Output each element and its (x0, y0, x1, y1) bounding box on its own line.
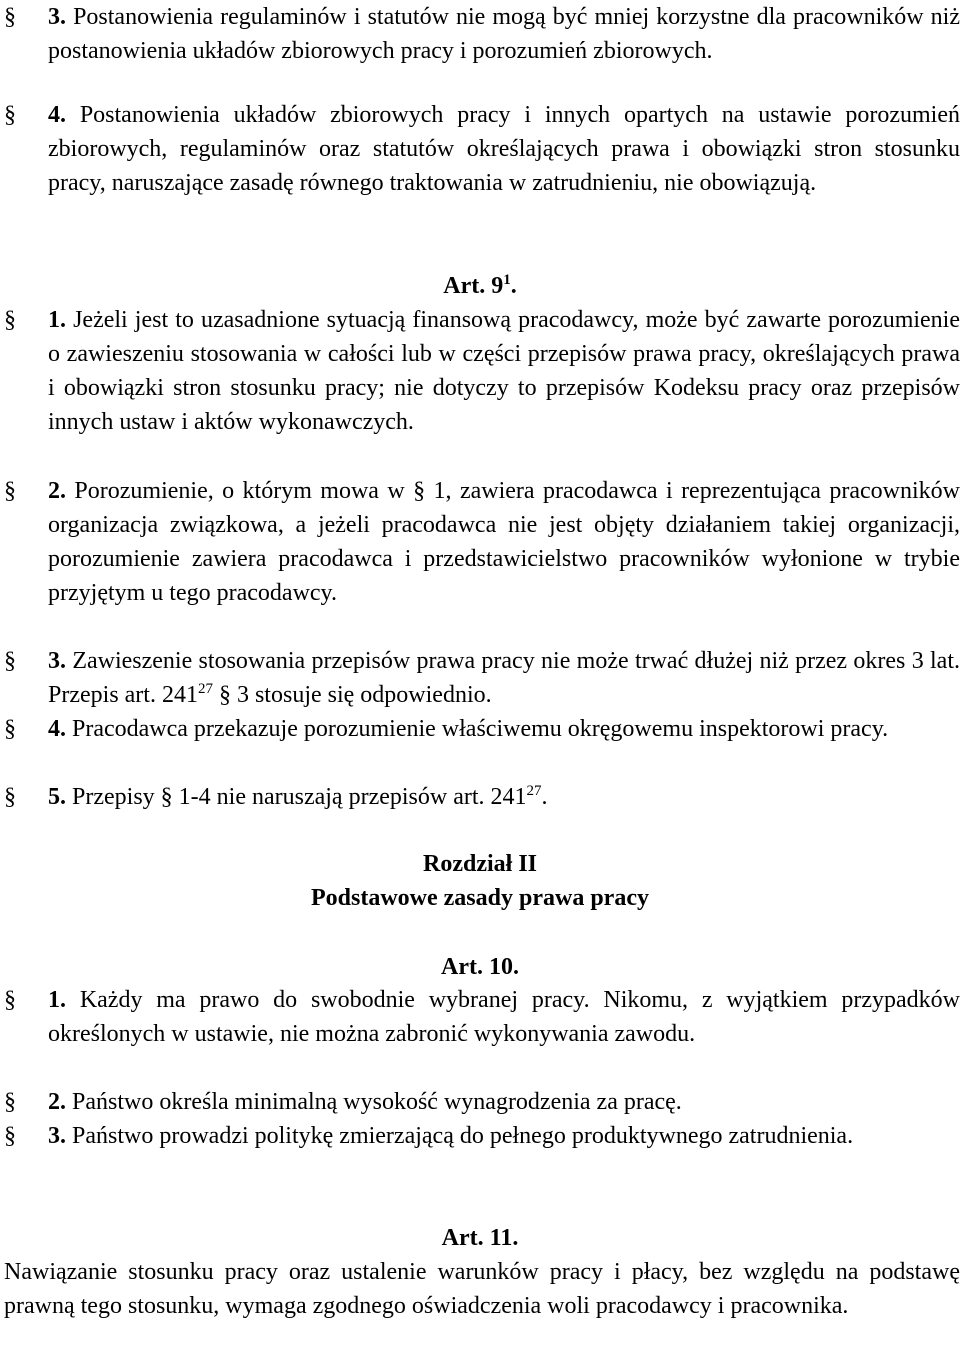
art9-1-paragraph-3 (0, 644, 960, 712)
paragraph-text: Porozumienie, o którym mowa w (74, 478, 405, 504)
paragraph-number: 5. (48, 784, 66, 810)
art9-1-paragraph-2 (0, 474, 960, 610)
chapter-subtitle: Podstawowe zasady prawa pracy (311, 885, 649, 911)
section-mark-inline: § (218, 682, 231, 708)
paragraph-text: Państwo prowadzi politykę zmierzającą do pełnego produktywnego zatrudnienia. (72, 1123, 854, 1149)
art10-paragraph-1 (0, 983, 960, 1051)
paragraph-number: 4. (48, 102, 66, 128)
section-mark: § (4, 784, 16, 810)
paragraph-text: Zawieszenie stosowania przepisów prawa pracy nie może trwać dłużej niż przez okres 3 lat. Przepis art. 241 (48, 648, 960, 708)
section-mark: § (4, 1123, 16, 1149)
paragraph-text: . (541, 784, 548, 810)
section-mark: § (4, 102, 16, 128)
paragraph-number: 2. (48, 1089, 66, 1115)
superscript: 27 (526, 783, 542, 799)
paragraph-text: Przepisy (72, 784, 155, 810)
paragraph-number: 1. (48, 987, 66, 1013)
article-heading-sup: 1 (503, 272, 511, 288)
paragraph-number: 2. (48, 478, 66, 504)
paragraph-number: 3. (48, 1123, 66, 1149)
section-mark: § (4, 987, 16, 1013)
paragraph-text: Postanowienia układów zbiorowych pracy i innych opartych na ustawie porozumień zbiorowych, regulaminów oraz statutów określających prawa i obowiązki stron stosunku pracy, naruszające zasadę równego traktowania w zatrudnieniu, nie obowiązują. (48, 102, 960, 196)
art10-paragraph-3 (0, 1119, 960, 1153)
article-10-heading: Art. 10. (441, 954, 519, 980)
section-mark-inline: § (413, 478, 426, 504)
paragraph-4-top (0, 98, 960, 200)
section-mark: § (4, 478, 16, 504)
paragraph-number: 3. (48, 4, 66, 30)
paragraph-text: Każdy ma prawo do swobodnie wybranej pracy. Nikomu, z wyjątkiem przypadków określonych w ustawie, nie można zabronić wykonywania zawodu. (48, 987, 960, 1047)
paragraph-text: Postanowienia regulaminów i statutów nie mogą być mniej korzystne dla pracowników niż postanowienia układów zbiorowych pracy i porozumień zbiorowych. (48, 4, 960, 64)
paragraph-text: 1-4 nie naruszają przepisów art. 241 (178, 784, 527, 810)
section-mark: § (4, 1089, 16, 1115)
art9-1-paragraph-5 (0, 780, 960, 814)
section-mark: § (4, 4, 16, 30)
superscript: 27 (197, 681, 213, 697)
section-mark: § (4, 307, 16, 333)
section-mark: § (4, 716, 16, 742)
chapter-title: Rozdział II (423, 851, 537, 877)
paragraph-number: 1. (48, 307, 66, 333)
paragraph-text: Państwo określa minimalną wysokość wynagrodzenia za pracę. (72, 1089, 682, 1115)
section-mark: § (4, 648, 16, 674)
art9-1-paragraph-1 (0, 303, 960, 439)
paragraph-number: 3. (48, 648, 66, 674)
paragraph-text: Pracodawca przekazuje porozumienie właściwemu okręgowemu inspektorowi pracy. (72, 716, 889, 742)
article-9-1-heading (0, 269, 960, 303)
article-11-heading: Art. 11. (441, 1225, 519, 1251)
art9-1-paragraph-4 (0, 712, 960, 746)
section-mark-inline: § (160, 784, 173, 810)
paragraph-text: 1, zawiera pracodawca i reprezentująca pracowników organizacja związkowa, a jeżeli pracodawca nie jest objęty działaniem takiej organizacji, porozumienie zawiera pracodawca i przedstawicielstwo pracowników wyłonione w trybie przyjętym u tego pracodawcy. (48, 478, 960, 606)
paragraph-number: 4. (48, 716, 66, 742)
art11-text: Nawiązanie stosunku pracy oraz ustalenie warunków pracy i płacy, bez względu na podstawę prawną tego stosunku, wymaga zgodnego oświadczenia woli pracodawcy i pracownika. (4, 1259, 960, 1319)
paragraph-text: Jeżeli jest to uzasadnione sytuacją finansową pracodawcy, może być zawarte porozumienie o zawieszeniu stosowania w całości lub w części przepisów prawa pracy, określających prawa i obowiązki stron stosunku pracy; nie dotyczy to przepisów Kodeksu pracy oraz przepisów innych ustaw i aktów wykonawczych. (48, 307, 960, 435)
paragraph-text: 3 stosuje się odpowiednio. (236, 682, 492, 708)
art10-paragraph-2 (0, 1085, 960, 1119)
article-heading-text: Art. 9 (443, 273, 504, 299)
article-heading-dot: . (510, 273, 517, 299)
paragraph-3-top (0, 0, 960, 68)
